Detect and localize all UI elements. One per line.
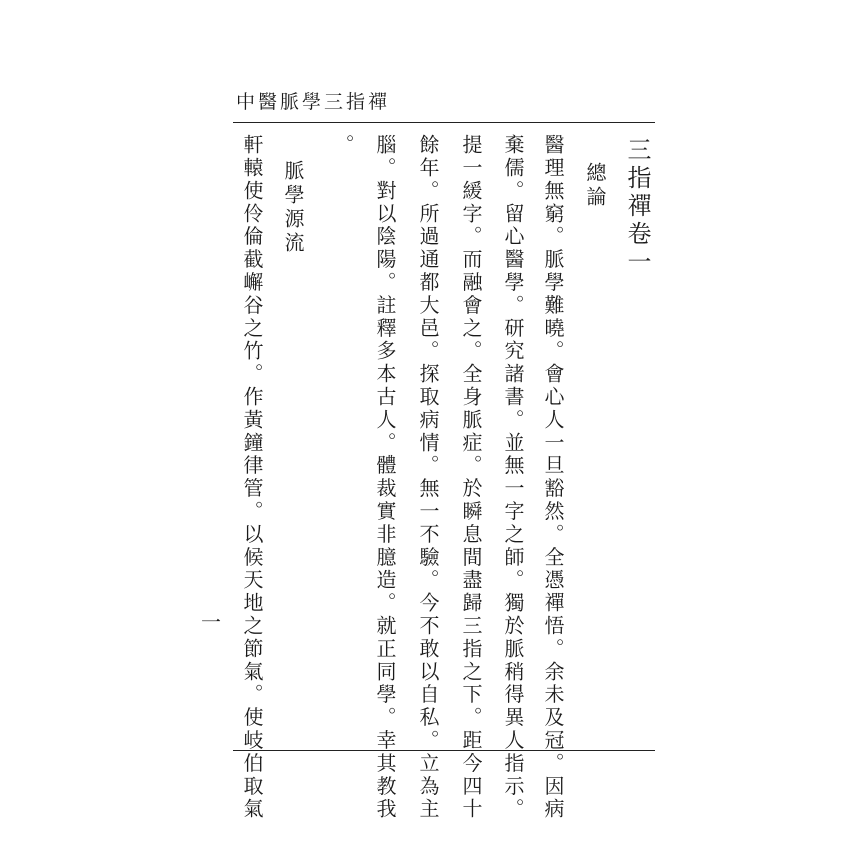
subhead-general-discussion: 總論 [583, 162, 607, 210]
body-line: 。 [331, 134, 355, 157]
section-heading: 脈學源流 [281, 160, 305, 256]
body-line: 腦。對以陰陽。註釋多本古人。體裁實非臆造。就正同學。幸其教我 [373, 134, 397, 821]
body-line: 餘年。所過通都大邑。探取病情。無一不驗。今不敢以自私。立為主 [416, 134, 440, 821]
body-line: 提一緩字。而融會之。全身脈症。於瞬息間盡歸三指之下。距今四十 [459, 134, 483, 821]
body-line: 醫理無窮。脈學難曉。會心人一旦豁然。全憑禪悟。余未及冠。因病 [541, 134, 565, 821]
chapter-title: 三指禪卷一 [623, 137, 651, 277]
page-number: 一 [201, 610, 221, 634]
running-head: 中醫脈學三指禪 [236, 91, 391, 113]
header-rule [233, 122, 655, 123]
section-body-line: 軒轅使伶倫截嶰谷之竹。作黃鐘律管。以候天地之節氣。使岐伯取氣 [240, 134, 264, 821]
body-line: 棄儒。留心醫學。研究諸書。並無一字之師。獨於脈稍得異人指示。 [501, 134, 525, 821]
footer-rule [233, 750, 655, 751]
